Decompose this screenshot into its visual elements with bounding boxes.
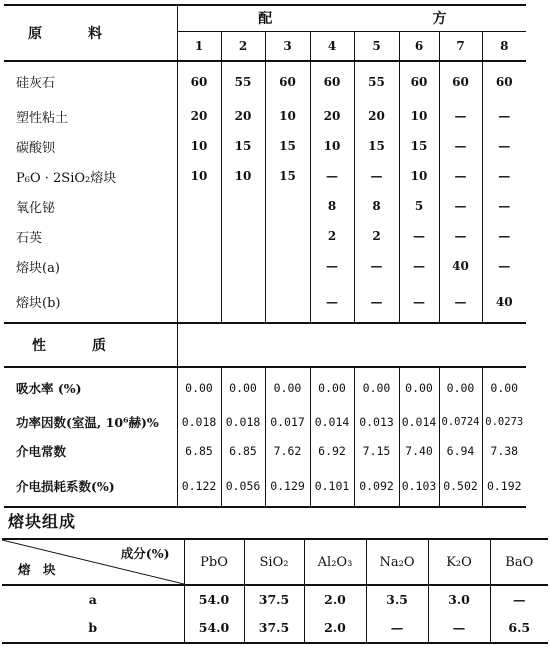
- materials-body: [4, 61, 526, 323]
- frit-row: [2, 613, 548, 643]
- properties-header: 性 质: [4, 323, 177, 367]
- material-value-cell: [221, 191, 265, 221]
- frit-row: [2, 585, 548, 613]
- frit-value-cell: 37.5: [244, 613, 304, 643]
- frit-value-cell: —: [366, 613, 428, 643]
- material-value-cell: [265, 221, 310, 251]
- material-value-cell: 15: [265, 161, 310, 191]
- material-value-cell: 60: [482, 61, 526, 101]
- property-value-cell: 0.122: [177, 465, 221, 507]
- property-value-cell: 7.40: [399, 436, 439, 465]
- material-value-cell: —: [310, 281, 354, 323]
- frit-value-cell: 6.5: [490, 613, 548, 643]
- formulation-table: [4, 4, 526, 508]
- property-value-cell: 0.00: [221, 367, 265, 407]
- material-value-cell: 10: [399, 161, 439, 191]
- frit-oxide-header: Na₂O: [366, 539, 428, 585]
- frit-value-cell: 2.0: [304, 585, 366, 613]
- formula-column-header: 3: [265, 31, 310, 61]
- raw-material-header: 原 料: [4, 5, 177, 61]
- material-value-cell: [177, 251, 221, 281]
- material-value-cell: 60: [399, 61, 439, 101]
- frit-value-cell: 3.0: [428, 585, 490, 613]
- property-name: 介电常数: [4, 436, 177, 465]
- material-value-cell: 15: [265, 131, 310, 161]
- material-value-cell: [177, 281, 221, 323]
- material-name: P₆O · 2SiO₂熔块: [4, 161, 177, 191]
- material-value-cell: [221, 281, 265, 323]
- material-value-cell: 10: [265, 101, 310, 131]
- material-row: [4, 221, 526, 251]
- material-row: [4, 61, 526, 101]
- formula-column-header: 7: [439, 31, 482, 61]
- material-value-cell: 20: [190, 109, 208, 123]
- material-value-cell: —: [439, 101, 482, 131]
- material-value-cell: —: [439, 221, 482, 251]
- material-value-cell: [221, 251, 265, 281]
- material-value-cell: [221, 221, 265, 251]
- material-name: 氧化铋: [4, 191, 177, 221]
- material-value-cell: 10: [310, 131, 354, 161]
- material-name: 塑性粘土: [4, 101, 177, 131]
- material-value-cell: —: [354, 161, 399, 191]
- material-value-cell: —: [399, 281, 439, 323]
- material-value-cell: 60: [265, 61, 310, 101]
- formula-column-header: 8: [482, 31, 526, 61]
- property-value-cell: 0.103: [399, 465, 439, 507]
- property-value-cell: 0.092: [354, 465, 399, 507]
- frit-oxide-header: SiO₂: [244, 539, 304, 585]
- material-value-cell: —: [482, 101, 526, 131]
- material-value-cell: —: [310, 251, 354, 281]
- material-value-cell: 20: [354, 101, 399, 131]
- material-row: [4, 101, 526, 131]
- material-row: [4, 281, 526, 323]
- material-value-cell: —: [482, 131, 526, 161]
- material-value-cell: 8: [310, 191, 354, 221]
- property-value-cell: 0.192: [482, 465, 526, 507]
- material-value-cell: [265, 191, 310, 221]
- formula-column-header: 6: [399, 31, 439, 61]
- material-value-cell: 60: [190, 74, 208, 89]
- property-value-cell: 0.00: [439, 367, 482, 407]
- property-row: [4, 436, 526, 465]
- material-value-cell: —: [399, 251, 439, 281]
- frit-value-cell: 37.5: [244, 585, 304, 613]
- property-value-cell: 0.00: [310, 367, 354, 407]
- material-value-cell: 20: [221, 101, 265, 131]
- material-value-cell: 2: [310, 221, 354, 251]
- property-value-cell: 7.62: [265, 436, 310, 465]
- property-value-cell: 7.15: [354, 436, 399, 465]
- property-value-cell: 0.00: [185, 380, 213, 395]
- material-value-cell: —: [439, 191, 482, 221]
- frit-oxide-header: K₂O: [428, 539, 490, 585]
- property-value-cell: 0.00: [399, 367, 439, 407]
- material-value-cell: 10: [221, 161, 265, 191]
- frit-name: b: [2, 613, 184, 643]
- material-name: 石英: [4, 221, 177, 251]
- material-value-cell: —: [354, 251, 399, 281]
- property-value-cell: 0.00: [265, 367, 310, 407]
- properties-body: [4, 367, 526, 507]
- property-value-cell: 0.018: [181, 414, 217, 429]
- property-value-cell: 0.018: [221, 407, 265, 436]
- frit-oxide-header: BaO: [490, 539, 548, 585]
- material-row: [4, 251, 526, 281]
- frit-corner-bottom: 熔 块: [18, 562, 56, 577]
- formula-column-header: 4: [310, 31, 354, 61]
- material-value-cell: [177, 221, 221, 251]
- material-value-cell: 20: [310, 101, 354, 131]
- material-value-cell: —: [439, 281, 482, 323]
- property-value-cell: 6.85: [185, 443, 213, 458]
- frit-value-cell: 2.0: [304, 613, 366, 643]
- property-value-cell: 7.38: [482, 436, 526, 465]
- material-value-cell: [265, 281, 310, 323]
- frit-composition-title: 熔块组成: [8, 512, 77, 531]
- frit-body: [2, 585, 548, 643]
- property-name: 吸水率 (%): [4, 367, 177, 407]
- property-value-cell: 0.013: [354, 407, 399, 436]
- material-value-cell: —: [399, 221, 439, 251]
- material-value-cell: 2: [354, 221, 399, 251]
- property-value-cell: 0.056: [221, 465, 265, 507]
- material-value-cell: 15: [354, 131, 399, 161]
- property-row: [4, 367, 526, 407]
- material-value-cell: —: [310, 161, 354, 191]
- material-value-cell: 15: [399, 131, 439, 161]
- frit-header-row: [2, 539, 548, 585]
- frit-composition-table: [2, 538, 548, 644]
- frit-value-cell: 54.0: [198, 592, 230, 607]
- material-name: 熔块(a): [4, 251, 177, 281]
- material-value-cell: 40: [482, 281, 526, 323]
- material-row: [4, 131, 526, 161]
- property-value-cell: 0.101: [310, 465, 354, 507]
- property-value-cell: 0.00: [482, 367, 526, 407]
- frit-name: a: [2, 585, 184, 613]
- frit-value-cell: —: [428, 613, 490, 643]
- material-value-cell: —: [439, 161, 482, 191]
- formula-column-header: 5: [354, 31, 399, 61]
- material-value-cell: 8: [354, 191, 399, 221]
- property-value-cell: 0.014: [399, 407, 439, 436]
- material-value-cell: —: [482, 191, 526, 221]
- property-name: 介电损耗系数(%): [4, 465, 177, 507]
- material-value-cell: 5: [399, 191, 439, 221]
- material-value-cell: 15: [221, 131, 265, 161]
- material-value-cell: —: [482, 161, 526, 191]
- property-value-cell: 0.0273: [482, 407, 526, 436]
- property-value-cell: 0.502: [439, 465, 482, 507]
- material-value-cell: —: [439, 131, 482, 161]
- property-value-cell: 0.017: [265, 407, 310, 436]
- material-value-cell: 60: [310, 61, 354, 101]
- material-row: [4, 191, 526, 221]
- frit-value-cell: —: [490, 585, 548, 613]
- material-value-cell: —: [354, 281, 399, 323]
- frit-oxide-header: PbO: [184, 539, 244, 585]
- material-value-cell: [265, 251, 310, 281]
- property-row: [4, 465, 526, 507]
- frit-oxide-header: Al₂O₃: [304, 539, 366, 585]
- frit-value-cell: 3.5: [366, 585, 428, 613]
- property-value-cell: 0.0724: [439, 407, 482, 436]
- material-row: [4, 161, 526, 191]
- material-value-cell: 10: [190, 169, 208, 183]
- property-value-cell: 0.129: [265, 465, 310, 507]
- formula-column-header: 2: [221, 31, 265, 61]
- material-name: 熔块(b): [4, 281, 177, 323]
- frit-corner-top: 成分(%): [120, 546, 170, 561]
- property-value-cell: 0.00: [354, 367, 399, 407]
- property-name: 功率因数(室温, 10⁶赫)%: [4, 407, 177, 436]
- material-name: 碳酸钡: [4, 131, 177, 161]
- material-value-cell: 60: [439, 61, 482, 101]
- property-row: [4, 407, 526, 436]
- material-value-cell: 40: [439, 251, 482, 281]
- material-value-cell: 55: [221, 61, 265, 101]
- formula-column-header: 1: [177, 31, 221, 61]
- property-value-cell: 6.85: [221, 436, 265, 465]
- formula-header-left: 配: [177, 5, 354, 31]
- material-name: 硅灰石: [4, 61, 177, 101]
- material-value-cell: 10: [190, 139, 208, 153]
- frit-value-cell: 54.0: [184, 613, 244, 643]
- frit-corner-cell: [2, 539, 184, 585]
- material-value-cell: 55: [354, 61, 399, 101]
- property-value-cell: 6.92: [310, 436, 354, 465]
- formula-header-right: 方: [354, 5, 526, 31]
- material-value-cell: —: [482, 251, 526, 281]
- material-value-cell: [177, 191, 221, 221]
- property-value-cell: 6.94: [439, 436, 482, 465]
- material-value-cell: —: [482, 221, 526, 251]
- property-value-cell: 0.014: [310, 407, 354, 436]
- material-value-cell: 10: [399, 101, 439, 131]
